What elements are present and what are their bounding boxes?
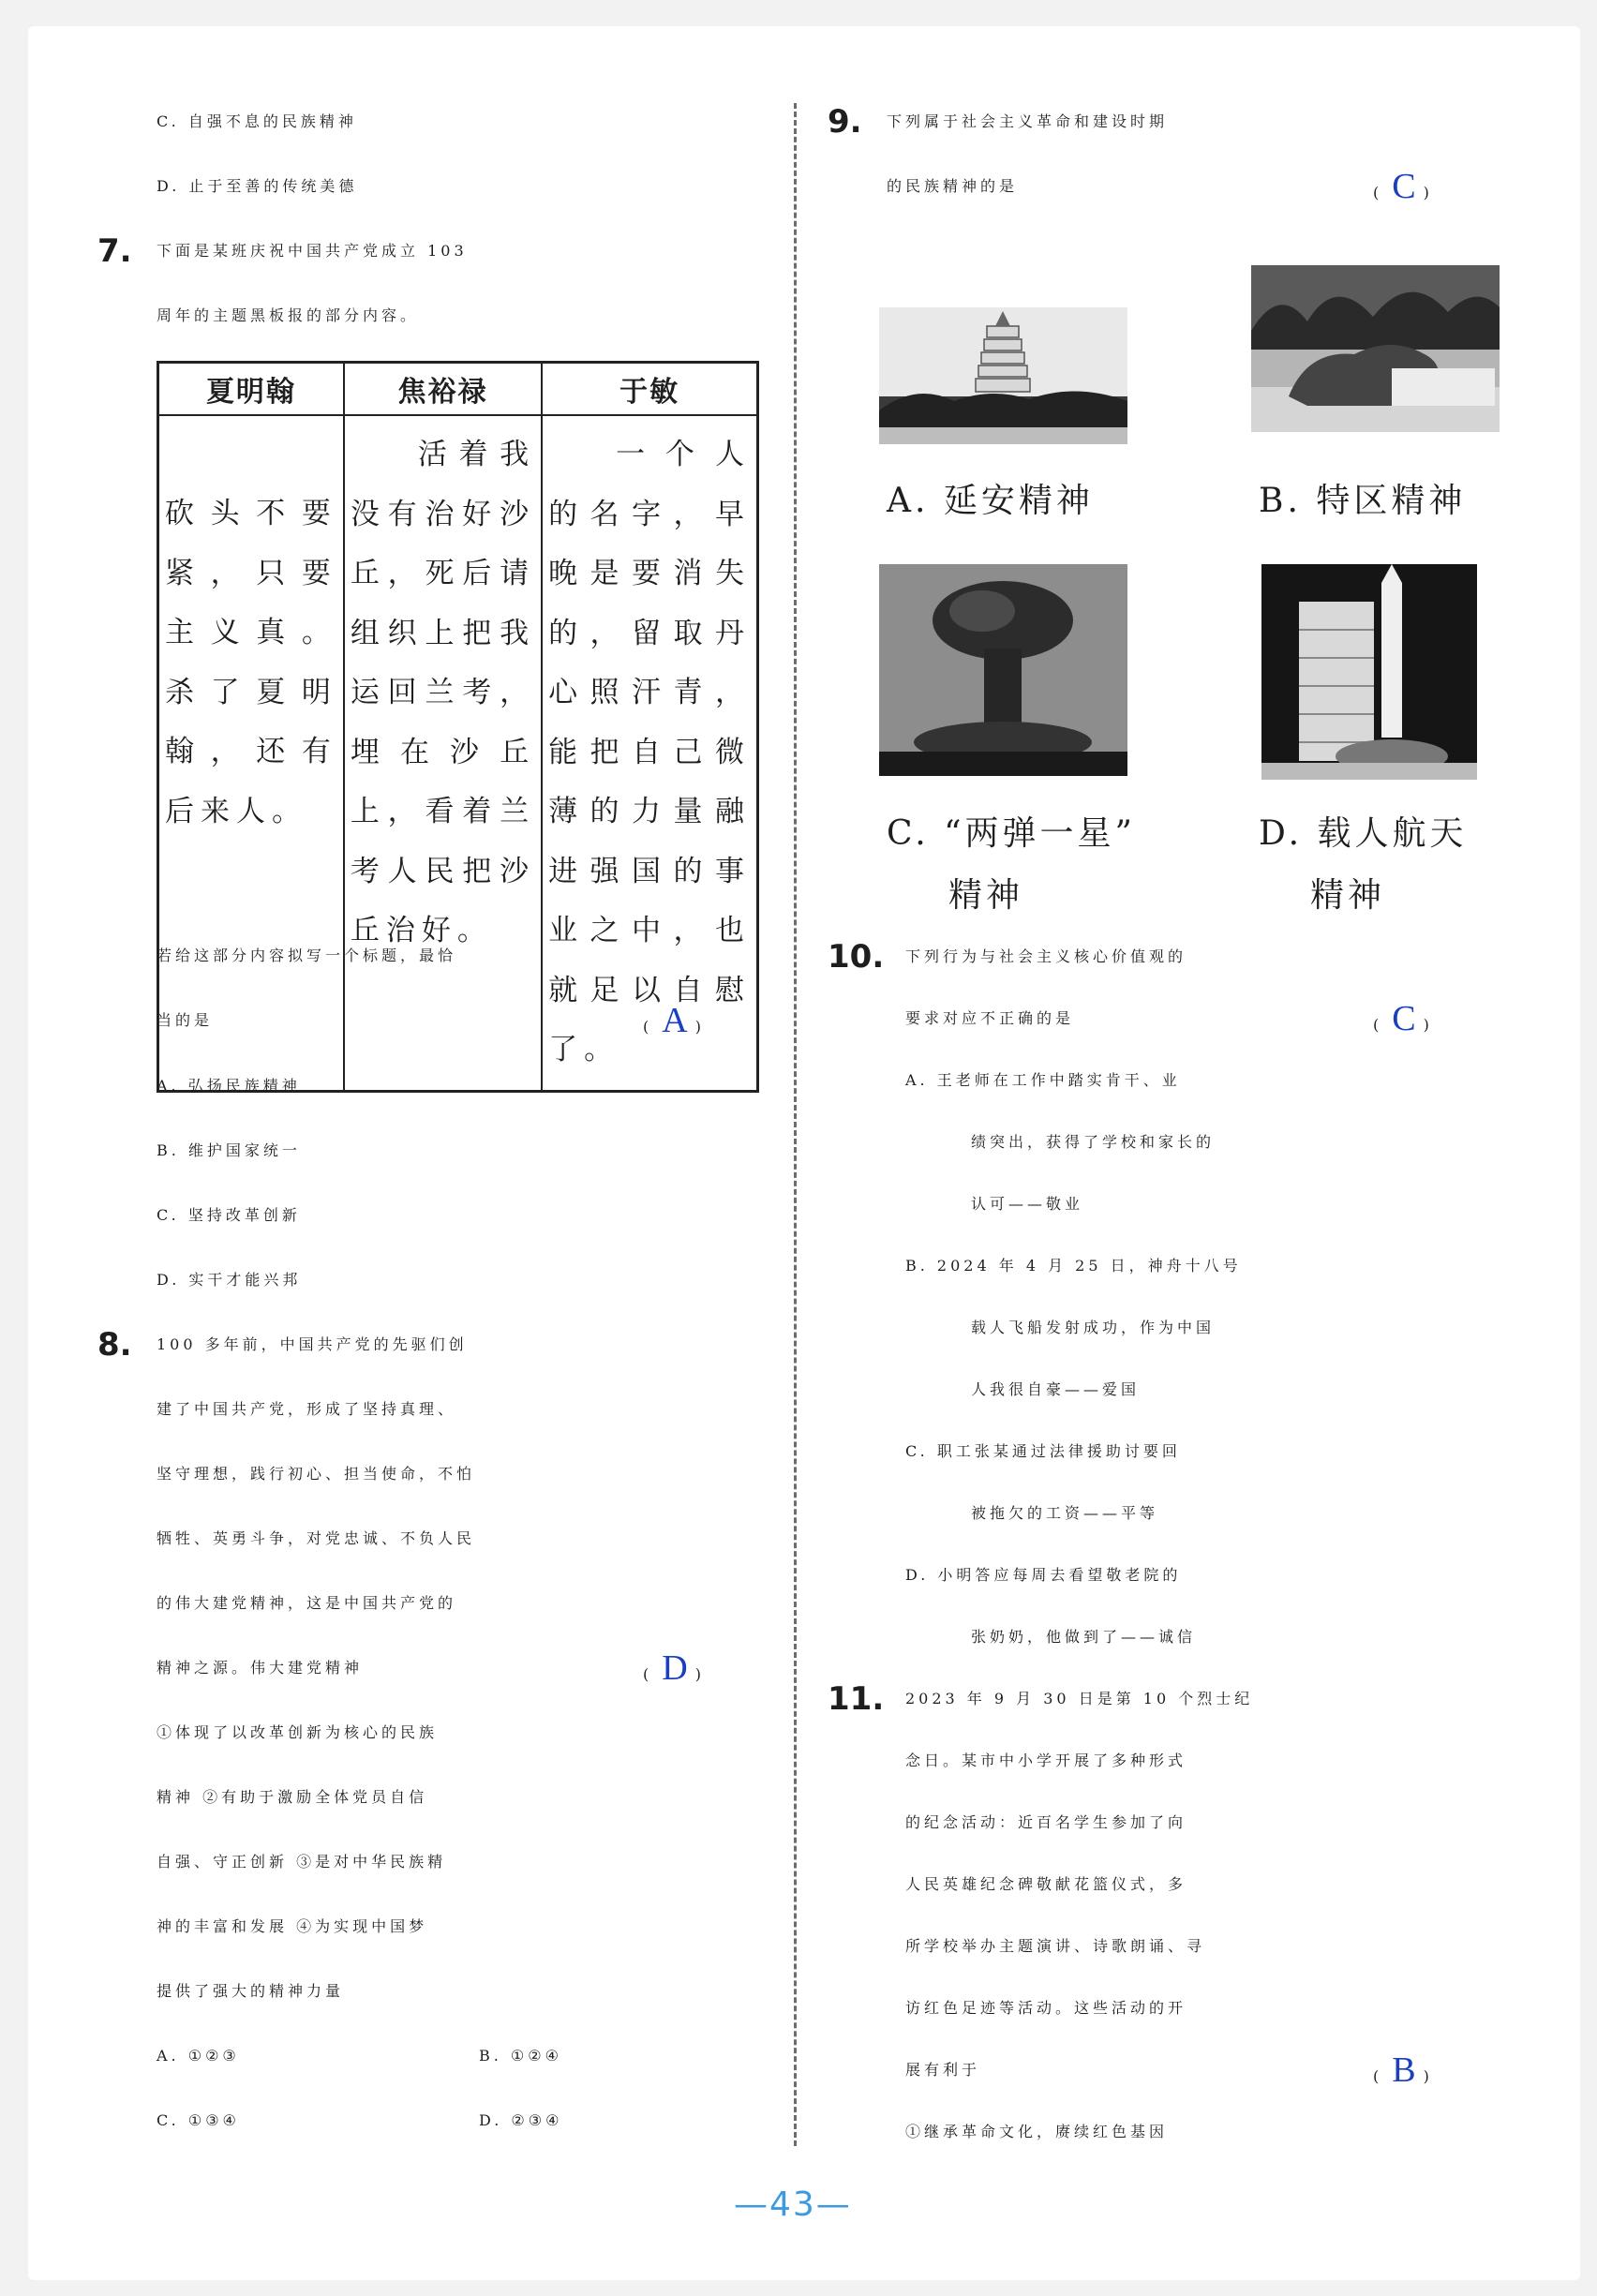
q10-option-c-1: C. 职工张某通过法律援助讨要回 xyxy=(905,1442,1181,1460)
q8-answer-bracket: ( D ) xyxy=(643,1648,707,1688)
q10-option-d-1: D. 小明答应每周去看望敬老院的 xyxy=(905,1566,1182,1584)
q8-number: 8. xyxy=(97,1326,132,1364)
q11-line-4: 人民英雄纪念碑敬献花篮仪式，多 xyxy=(905,1875,1187,1893)
q7-option-c: C. 坚持改革创新 xyxy=(157,1206,301,1224)
q10-option-b-1: B. 2024 年 4 月 25 日，神舟十八号 xyxy=(905,1257,1242,1275)
q10-answer: C xyxy=(1392,999,1416,1038)
q8-option-a: A. ①②③ xyxy=(157,2047,240,2065)
q10-option-a-1: A. 王老师在工作中踏实肯干、业 xyxy=(905,1071,1181,1089)
q9-stem-line-2: 的民族精神的是 xyxy=(887,177,1019,195)
q7-question-line-2: 当的是 xyxy=(157,1011,214,1029)
q8-option-b: B. ①②④ xyxy=(479,2047,562,2065)
q8-line-4: 牺牲、英勇斗争，对党忠诚、不负人民 xyxy=(157,1529,476,1547)
q10-option-b-3: 人我很自豪——爱国 xyxy=(971,1380,1141,1398)
q11-line-2: 念日。某市中小学开展了多种形式 xyxy=(905,1752,1187,1769)
q7-stem-line-2: 周年的主题黑板报的部分内容。 xyxy=(157,306,420,324)
q8-line-7: ①体现了以改革创新为核心的民族 xyxy=(157,1723,439,1741)
q8-option-d: D. ②③④ xyxy=(479,2111,563,2129)
q7-option-b: B. 维护国家统一 xyxy=(157,1141,301,1159)
mushroom-cloud-photo xyxy=(879,564,1127,776)
table-header-yu: 于敏 xyxy=(542,363,757,416)
table-cell-yu: 一个人的名字，早晚是要消失的，留取丹心照汗青，能把自己微薄的力量融进强国的事业之中，也就足以自慰了。 xyxy=(542,415,757,1091)
q10-option-a-2: 绩突出，获得了学校和家长的 xyxy=(971,1133,1216,1151)
q10-option-b-2: 载人飞船发射成功，作为中国 xyxy=(971,1319,1216,1336)
q10-answer-bracket: ( C ) xyxy=(1373,999,1435,1038)
q11-line-1: 2023 年 9 月 30 日是第 10 个烈士纪 xyxy=(905,1690,1254,1707)
q8-line-6: 精神之源。伟大建党精神 xyxy=(157,1659,364,1677)
q9-answer: C xyxy=(1392,167,1416,206)
quotes-table xyxy=(157,361,759,1093)
q11-line-3: 的纪念活动：近百名学生参加了向 xyxy=(905,1813,1187,1831)
q9-caption-d-1: D. 载人航天 xyxy=(1259,814,1468,853)
q7-stem-line-1: 下面是某班庆祝中国共产党成立 103 xyxy=(157,242,468,260)
q9-answer-bracket: ( C ) xyxy=(1373,167,1435,206)
q9-number: 9. xyxy=(828,103,862,141)
rocket-launch-photo xyxy=(1261,564,1477,780)
q8-line-8: 精神 ②有助于激励全体党员自信 xyxy=(157,1788,428,1806)
q7-number: 7. xyxy=(97,232,132,270)
q7-answer: A xyxy=(662,1001,688,1040)
q7-option-d: D. 实干才能兴邦 xyxy=(157,1271,302,1289)
q8-line-11: 提供了强大的精神力量 xyxy=(157,1982,345,2000)
q11-line-6: 访红色足迹等活动。这些活动的开 xyxy=(905,1999,1187,2017)
pagoda-photo xyxy=(879,307,1127,444)
bull-statue-photo xyxy=(1251,265,1500,432)
q8-line-5: 的伟大建党精神，这是中国共产党的 xyxy=(157,1594,457,1612)
q9-stem-line-1: 下列属于社会主义革命和建设时期 xyxy=(887,112,1169,130)
q10-stem-line-2: 要求对应不正确的是 xyxy=(905,1009,1075,1027)
q9-caption-a: A. 延安精神 xyxy=(887,482,1094,520)
q10-number: 10. xyxy=(828,938,885,976)
q7-option-a: A. 弘扬民族精神 xyxy=(157,1077,301,1095)
q9-caption-c-1: C. “两弹一星” xyxy=(887,814,1136,853)
q6-option-c: C. 自强不息的民族精神 xyxy=(157,112,357,130)
table-header-jiao: 焦裕禄 xyxy=(344,363,542,416)
table-header-xia: 夏明翰 xyxy=(158,363,344,416)
q11-line-8: ①继承革命文化，赓续红色基因 xyxy=(905,2123,1169,2140)
page-number: —43— xyxy=(734,2185,852,2224)
q8-line-1: 100 多年前，中国共产党的先驱们创 xyxy=(157,1335,468,1353)
q11-answer: B xyxy=(1392,2050,1416,2090)
q8-answer: D xyxy=(662,1648,688,1688)
q10-option-d-2: 张奶奶，他做到了——诚信 xyxy=(971,1628,1197,1646)
q9-caption-d-2: 精神 xyxy=(1310,876,1386,915)
q7-answer-bracket: ( A ) xyxy=(643,1001,707,1040)
q10-option-a-3: 认可——敬业 xyxy=(971,1195,1084,1213)
table-cell-jiao: 活着我没有治好沙丘，死后请组织上把我运回兰考，埋在沙丘上，看着兰考人民把沙丘治好。 xyxy=(344,415,542,1091)
column-divider xyxy=(794,103,797,2146)
q8-line-9: 自强、守正创新 ③是对中华民族精 xyxy=(157,1853,447,1871)
q11-line-5: 所学校举办主题演讲、诗歌朗诵、寻 xyxy=(905,1937,1206,1955)
q9-caption-c-2: 精神 xyxy=(948,876,1024,915)
q6-option-d: D. 止于至善的传统美德 xyxy=(157,177,358,195)
table-cell-xia: 砍头不要紧，只要主义真。杀了夏明翰，还有后来人。 xyxy=(158,415,344,1091)
q8-option-c: C. ①③④ xyxy=(157,2111,240,2129)
q8-line-2: 建了中国共产党，形成了坚持真理、 xyxy=(157,1400,457,1418)
q11-answer-bracket: ( B ) xyxy=(1373,2050,1435,2090)
q11-number: 11. xyxy=(828,1680,885,1718)
q10-option-c-2: 被拖欠的工资——平等 xyxy=(971,1504,1159,1522)
q11-line-7: 展有利于 xyxy=(905,2061,981,2079)
q9-caption-b: B. 特区精神 xyxy=(1259,482,1467,520)
q7-question-line-1: 若给这部分内容拟写一个标题，最恰 xyxy=(157,947,457,964)
q10-stem-line-1: 下列行为与社会主义核心价值观的 xyxy=(905,947,1187,965)
q8-line-10: 神的丰富和发展 ④为实现中国梦 xyxy=(157,1917,428,1935)
q8-line-3: 坚守理想，践行初心、担当使命，不怕 xyxy=(157,1465,476,1483)
